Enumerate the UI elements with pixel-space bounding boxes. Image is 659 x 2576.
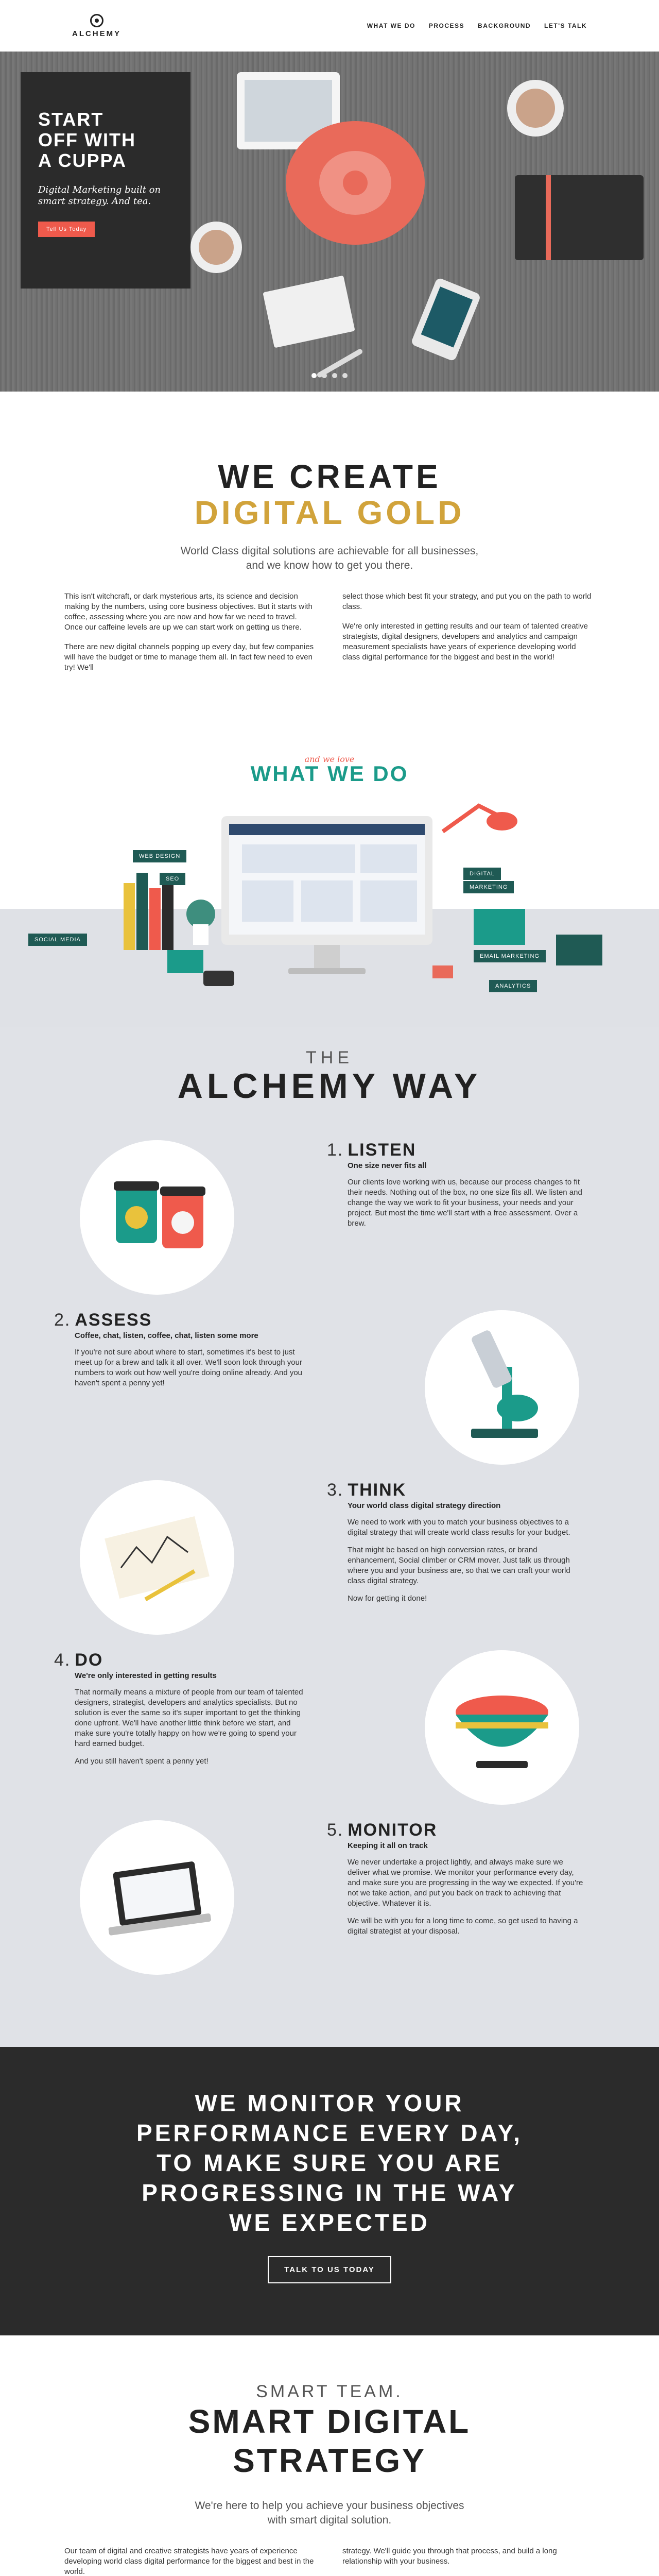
tag-social-media: SOCIAL MEDIA (28, 934, 87, 946)
step-title: DO (75, 1650, 103, 1670)
wwd-script: and we love (304, 754, 355, 764)
nav-what-we-do[interactable]: WHAT WE DO (367, 22, 415, 29)
nav-background[interactable]: BACKGROUND (478, 22, 531, 29)
step-assess (54, 1310, 605, 1480)
hero-tagline: Digital Marketing built on smart strategy. And tea. (38, 184, 161, 207)
binder-icon (124, 883, 135, 950)
slider-dot[interactable] (342, 373, 348, 378)
logo-text: ALCHEMY (72, 29, 122, 38)
logo-mark-icon (90, 14, 103, 27)
smart-col-2: strategy. We'll guide you through that process, and build a long relationship with your business. (342, 2547, 557, 2566)
intro-col-1: This isn't witchcraft, or dark mysterious arts, its science and decision making by the numbers, using core business objectives. But it starts with coffee, assessing where you are now and how far we need to travel. Once our caffeine levels are up we can start work on getting us there. There are new digital channels popping up every day, but few companies will have the budget or time to manage them all. In fact few need to even try! We'll (64, 592, 314, 672)
hero-title: START OFF WITH A CUPPA (38, 109, 136, 171)
slider-dot[interactable] (311, 373, 317, 378)
step-title: LISTEN (348, 1140, 417, 1160)
slider-dot[interactable] (322, 373, 327, 378)
intro-col-2: select those which best fit your strategy, and put you on the path to world class. We're only interested in getting results and our team of talented creative strategists, digital designers, developers and analytics and campaign measurement specialists have years of experience developing world class digital performance for the biggest and best in the world! (342, 592, 592, 662)
smart-columns (64, 2546, 595, 2576)
step-text: 3. THINK Your world class digital strategy direction We need to work with you to match your business objectives to a digital strategy that will create world class results for your budget. That might be based on high conversion rates, or brand enhancement, Social climber or CRM mover. Just talk us through where you and your business are, so that we can craft your world class digital strategy. Now for getting it done! (327, 1480, 570, 1603)
step-do (54, 1650, 605, 1820)
tag-analytics: ANALYTICS (489, 980, 537, 992)
alchemy-way-section (0, 1027, 659, 2047)
desk-phone-icon (203, 971, 234, 986)
smart-team-section (0, 2335, 659, 2576)
step-text: 5. MONITOR Keeping it all on track We never undertake a project lightly, and always make sure we deliver what we promise. We monitor your performance every day, and make sure you are progressing in the way we expected. If you're not we take action, and put you back on track to achieving that objective. Whatever it is. We will be with you for a long time to come, so get used to having a digital strategist at your disposal. (327, 1820, 583, 1936)
slider-dot[interactable] (332, 373, 337, 378)
microscope-icon (425, 1310, 579, 1465)
step-text: 2. ASSESS Coffee, chat, listen, coffee, chat, listen some more If you're not sure about where to start, sometimes it's best to just meet up for a brew and talk it all over. We'll soon look through your numbers to work out how well you're doing online already. And you haven't spent a penny yet! (54, 1310, 303, 1387)
hero-panel (21, 72, 190, 289)
step-title: THINK (348, 1480, 407, 1500)
tag-digital: DIGITAL (463, 868, 501, 880)
intro-columns (64, 591, 595, 682)
nav-lets-talk[interactable]: LET'S TALK (544, 22, 587, 29)
notepad-icon (80, 1480, 234, 1635)
step-text: 1. LISTEN One size never fits all Our clients love working with us, because our process changes to fit their needs. Nothing out of the box, no one size fits all. We listen and change the way we work to fit your business, your needs and your project. But most the time we'll start with a free assessment. Over a brew. (327, 1140, 582, 1228)
step-listen (54, 1140, 605, 1310)
coffee-cups-icon (80, 1140, 234, 1295)
hero-cta-button[interactable]: Tell Us Today (38, 222, 95, 237)
monitor-banner (0, 2047, 659, 2335)
what-we-do-section (0, 728, 659, 1027)
monitor-heading: WE MONITOR YOUR PERFORMANCE EVERY DAY, TO MAKE SURE YOU ARE PROGRESSING IN THE WAY WE EXPECTED (136, 2090, 523, 2236)
mug-icon (167, 950, 203, 973)
smart-big-heading: SMART DIGITAL STRATEGY (188, 2403, 471, 2479)
slider-dots (311, 373, 348, 378)
stacked-books-icon (474, 909, 525, 945)
laptop-icon (80, 1820, 234, 1975)
step-title: ASSESS (75, 1310, 152, 1330)
smart-col-1: Our team of digital and creative strategists have years of experience developing world class digital performance for the biggest and best in the world. (64, 2547, 314, 2576)
talk-to-us-button[interactable]: TALK TO US TODAY (268, 2256, 391, 2283)
tag-seo: SEO (160, 873, 185, 885)
tag-web-design: WEB DESIGN (133, 850, 186, 862)
step-think (54, 1480, 605, 1650)
intro-subtitle: World Class digital solutions are achievable for all businesses, and we know how to get you there. (180, 545, 479, 571)
step-monitor (54, 1820, 605, 1990)
smart-subtitle: We're here to help you achieve your business objectives with smart digital solution. (195, 2500, 464, 2526)
bowl-icon (425, 1650, 579, 1805)
step-text: 4. DO We're only interested in getting results That normally means a mixture of people from our team of talented designers, strategist, developers and analytics specialists. But no solution is ever the same so it's super important to get the thinking done upfront. We'll have another little think before we start, and make sure you're totally happy on how we're going to spend your hard earned budget. And you still haven't spent a penny yet! (54, 1650, 303, 1766)
hero-slider (0, 52, 659, 392)
card-icon (432, 965, 453, 978)
alchemy-way-heading: THE ALCHEMY WAY (177, 1048, 482, 1106)
logo[interactable] (72, 14, 121, 38)
tag-marketing: MARKETING (463, 881, 514, 893)
desk-illustration (0, 728, 659, 1027)
hero-notebook-icon (515, 175, 644, 260)
intro-heading: WE CREATE (218, 458, 441, 495)
intro-heading-gold: DIGITAL GOLD (194, 494, 465, 531)
wwd-title: WHAT WE DO (250, 761, 409, 786)
step-title: MONITOR (348, 1820, 438, 1840)
nav-process[interactable]: PROCESS (428, 22, 465, 29)
smart-small-heading: SMART TEAM. (256, 2382, 403, 2401)
hero-papers-icon (263, 276, 355, 348)
tag-email-marketing: EMAIL MARKETING (474, 950, 546, 962)
plant-icon (186, 900, 215, 928)
site-header (0, 0, 659, 52)
main-nav (367, 22, 587, 29)
intro-section (0, 392, 659, 728)
